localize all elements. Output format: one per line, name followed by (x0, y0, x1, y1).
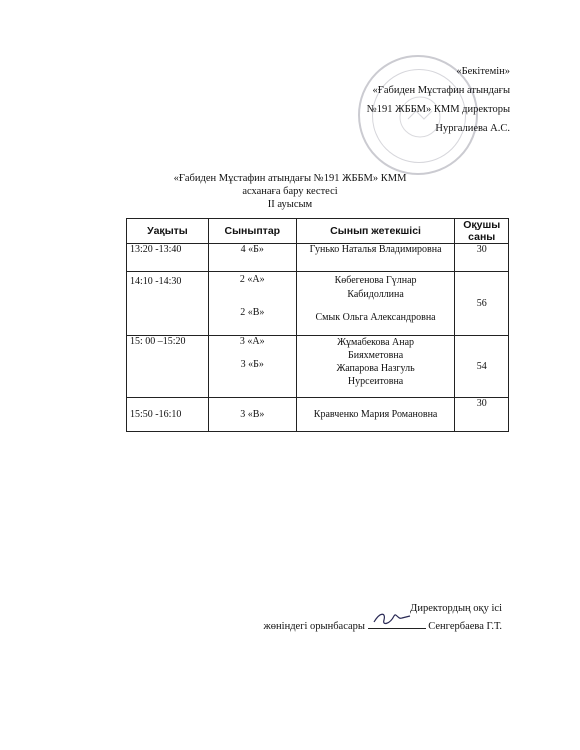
cell-teacher (296, 336, 455, 398)
header-classes: Сыныптар (208, 219, 296, 244)
teacher-item: Кравченко Мария Романовна (313, 409, 438, 420)
approval-line-1: «Ғабиден Мұстафин атындағы (372, 85, 510, 96)
footer-signature (264, 600, 502, 636)
teacher-item: Көбегенова Гүлнар Кабидоллина (334, 275, 417, 300)
cell-teacher (296, 244, 455, 272)
cell-time: 15: 00 –15:20 (127, 336, 209, 398)
teacher-item: Жұмабекова Анар Бияхметовна (337, 337, 415, 361)
class-item: 2 «В» (240, 307, 265, 318)
header-teacher: Сынып жетекшісі (296, 219, 455, 244)
teacher-item: Жапарова Назгуль Нурсеитовна (336, 363, 415, 387)
table-row (127, 336, 509, 398)
class-item: 2 «А» (239, 274, 265, 285)
footer-line-2 (264, 618, 502, 636)
table-row (127, 272, 509, 336)
header-time: Уақыты (127, 219, 209, 244)
footer-name: Сенгербаева Г.Т. (428, 621, 502, 632)
document-title (140, 172, 440, 211)
table-row (127, 244, 509, 272)
stamp-seal-icon (360, 57, 480, 177)
cell-time: 13:20 -13:40 (127, 244, 209, 272)
approval-name: Нургалиева А.С. (435, 123, 510, 134)
cell-classes (208, 244, 296, 272)
cell-count: 30 (455, 398, 509, 432)
cell-teacher (296, 272, 455, 336)
approval-heading: «Бекітемін» (456, 66, 510, 77)
teacher-item: Гунько Наталья Владимировна (309, 244, 442, 255)
cell-classes (208, 398, 296, 432)
class-item: 4 «Б» (240, 244, 264, 255)
teacher-item: Смык Ольга Александровна (315, 312, 436, 323)
cell-classes (208, 272, 296, 336)
class-item: 3 «В» (240, 409, 265, 420)
cell-teacher (296, 398, 455, 432)
cell-count: 56 (455, 272, 509, 336)
schedule-table (126, 218, 509, 432)
title-line-3: ІІ ауысым (267, 199, 313, 210)
class-item: 3 «Б» (240, 359, 264, 370)
class-item: 3 «А» (239, 336, 265, 347)
approval-line-2: №191 ЖББМ» КММ директоры (366, 104, 510, 115)
table-header-row (127, 219, 509, 244)
official-stamp (358, 55, 478, 175)
cell-count: 30 (455, 244, 509, 272)
title-line-2: асханаға бару кестесі (242, 186, 338, 197)
title-line-1: «Ғабиден Мұстафин атындағы №191 ЖББМ» КММ (173, 173, 407, 184)
table-row (127, 398, 509, 432)
signature-line (368, 618, 426, 629)
signature-icon (372, 610, 412, 628)
cell-count: 54 (455, 336, 509, 398)
cell-classes (208, 336, 296, 398)
footer-line-1: Директордың оқу ісі (410, 603, 502, 614)
cell-time: 15:50 -16:10 (127, 398, 209, 432)
footer-position: жөніндегі орынбасары (263, 621, 365, 632)
header-count: Оқушы саны (455, 219, 509, 244)
cell-time: 14:10 -14:30 (127, 272, 209, 336)
